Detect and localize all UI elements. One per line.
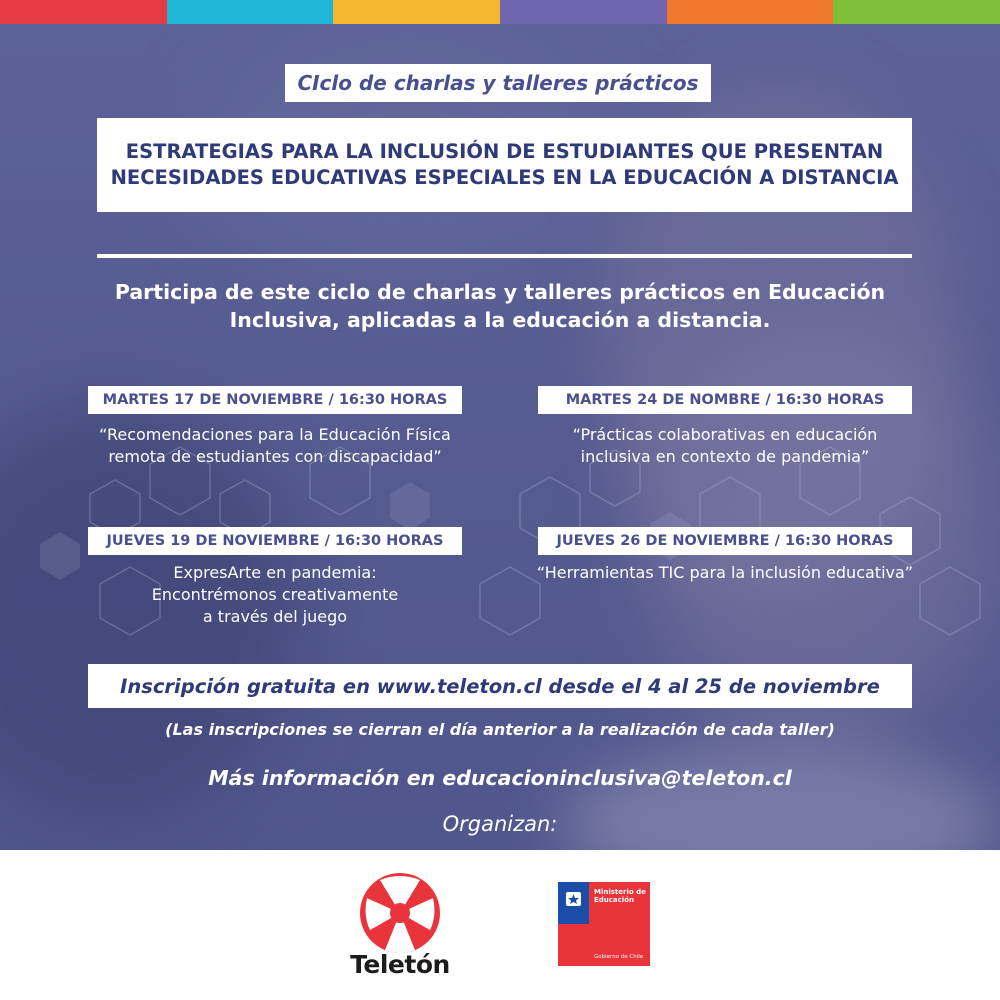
signup-box	[88, 664, 912, 708]
mineduc-name-line: Educación	[594, 896, 634, 904]
session-title-1	[60, 424, 490, 468]
session-title-line: a través del juego	[202, 607, 348, 626]
strip-purple	[500, 0, 667, 24]
session-date-4	[538, 527, 912, 555]
intro-text	[60, 278, 940, 334]
subtitle-box	[285, 64, 711, 102]
session-title-line: remota de estudiantes con discapacidad”	[108, 447, 442, 466]
intro-line-2: Inclusiva, aplicadas a la educación a distancia.	[229, 308, 771, 332]
coat-of-arms-icon	[561, 888, 586, 912]
session-date-1	[88, 386, 462, 414]
strip-green	[833, 0, 1000, 24]
intro-line-1: Participa de este ciclo de charlas y talleres prácticos en Educación	[114, 280, 886, 304]
session-title-line: “Herramientas TIC para la inclusión educativa”	[536, 563, 914, 582]
session-title-line: ExpresArte en pandemia:	[173, 563, 377, 582]
closing-note: (Las inscripciones se cierran el día anterior a la realización de cada taller)	[165, 720, 835, 739]
divider	[97, 254, 912, 258]
color-strip	[0, 0, 1000, 24]
session-title-3	[60, 562, 490, 628]
strip-cyan	[167, 0, 334, 24]
session-date-label: MARTES 24 DE NOMBRE / 16:30 HORAS	[565, 392, 885, 408]
footer	[0, 850, 1000, 1000]
mineduc-name	[594, 888, 648, 904]
page-title	[111, 139, 899, 191]
session-date-label: JUEVES 26 DE NOVIEMBRE / 16:30 HORAS	[556, 533, 894, 549]
flag-red	[558, 924, 589, 966]
session-title-2	[510, 424, 940, 468]
session-title-line: inclusiva en contexto de pandemia”	[580, 447, 870, 466]
organizers-label: Organizan:	[442, 812, 558, 836]
title-box	[97, 118, 912, 212]
mineduc-footer: Gobierno de Chile	[594, 954, 644, 960]
session-title-line: Encontrémonos creativamente	[151, 585, 399, 604]
session-title-line: “Prácticas colaborativas en educación	[572, 425, 878, 444]
teleton-logo-text: Teletón	[350, 950, 450, 979]
mineduc-logo	[558, 882, 650, 966]
mineduc-name-line: Ministerio de	[594, 888, 646, 896]
session-title-4	[490, 562, 960, 584]
session-date-3	[88, 527, 462, 555]
title-line-2: NECESIDADES EDUCATIVAS ESPECIALES EN LA EDUCACIÓN A DISTANCIA	[110, 166, 899, 189]
signup-text: Inscripción gratuita en www.teleton.cl desde el 4 al 25 de noviembre	[120, 674, 880, 698]
session-date-label: MARTES 17 DE NOVIEMBRE / 16:30 HORAS	[102, 392, 448, 408]
strip-yellow	[333, 0, 500, 24]
strip-orange	[667, 0, 834, 24]
more-info: Más información en educacioninclusiva@teleton.cl	[208, 766, 792, 790]
session-date-label: JUEVES 19 DE NOVIEMBRE / 16:30 HORAS	[106, 533, 444, 549]
subtitle: CIclo de charlas y talleres prácticos	[297, 71, 699, 95]
strip-red	[0, 0, 167, 24]
session-title-line: “Recomendaciones para la Educación Física	[99, 425, 451, 444]
mineduc-flag	[558, 882, 589, 966]
session-date-2	[538, 386, 912, 414]
title-line-1: ESTRATEGIAS PARA LA INCLUSIÓN DE ESTUDIANTES QUE PRESENTAN	[125, 140, 884, 163]
